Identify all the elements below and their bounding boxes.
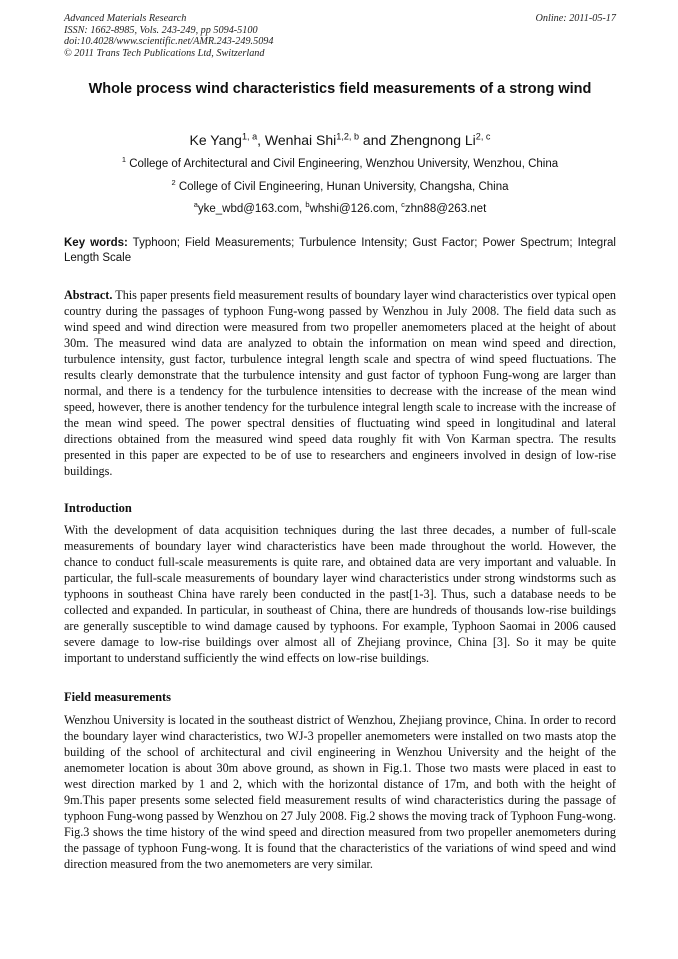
paper-title: Whole process wind characteristics field measurements of a strong wind <box>88 81 592 97</box>
affiliation-text: College of Civil Engineering, Hunan University, Changsha, China <box>178 181 509 193</box>
author-emails <box>64 202 616 216</box>
author-affiliation-mark: 1, a <box>241 131 258 142</box>
field-measurements-heading: Field measurements <box>64 690 172 704</box>
keywords-text: Typhoon; Field Measurements; Turbulence Intensity; Gust Factor; Power Spectrum; Integral Length Scale <box>64 237 616 264</box>
author-separator: , <box>257 132 265 148</box>
keywords-label: Key words: <box>64 237 128 249</box>
affiliation-2 <box>64 180 616 194</box>
email-mark: a <box>193 200 198 210</box>
author-name: Ke Yang <box>189 132 242 148</box>
introduction-heading: Introduction <box>64 501 132 515</box>
author-affiliation-mark: 2, c <box>475 131 491 142</box>
author-affiliation-mark: 1,2, b <box>336 131 360 142</box>
email-link[interactable]: whshi@126.com, <box>309 203 402 215</box>
abstract-text: This paper presents field measurement results of boundary layer wind characteristics over typical open country during the passages of typhoon Fung-wong passed by Wenzhou in July 2008. The field data such as wind speed and wind direction were measured from two propeller anemometers placed at the height of about 30m. The measured wind data are analyzed to obtain the information on mean wind speed and direction, turbulence intensity, gust factor, turbulence integral length scale and spectra of wind speed fluctuations. The results clearly demonstrate that the turbulence intensity and gust factor of typhoon Fung-wong are larger than normal, and there is a tendency for the turbulence intensities to decrease with the increase of the mean wind speed, however, there is another tendency for the turbulence integral length scale to increase with the increase of the mean wind speed. The power spectral densities of fluctuating wind speed in longitudinal and lateral directions obtained from the measured wind speed data roughly fit with Von Karman spectra. The results presented in this paper are expected to be of use to researchers and engineers involved in design of low-rise buildings. <box>64 288 616 478</box>
author-name: Zhengnong Li <box>390 132 476 148</box>
author-list <box>64 131 616 149</box>
author-name: Wenhai Shi <box>264 132 337 148</box>
abstract-label: Abstract. <box>64 288 113 302</box>
introduction-paragraph: With the development of data acquisition techniques during the last three decades, a number of full-scale measurements of boundary layer wind characteristics have been made throughout the world. However, the chance to conduct full-scale measurements is quite rare, and obtained data are very important and valuable. In particular, the full-scale measurements of boundary layer wind characteristics under strong windstorms such as typhoons in southeast China have rarely been conducted in the past[1-3]. Thus, such a database needs to be collected and expanded. In particular, in southeast of China, there are hundreds of thousands low-rise buildings are generally susceptible to wind damage caused by typhoons. For example, Typhoon Saomai in 2006 caused severe damage to low-rise buildings over almost all of Zhejiang province, China [3]. So it may be quite important to understand sufficiently the wind effects on low-rise buildings. <box>64 523 616 665</box>
affiliation-text: College of Architectural and Civil Engineering, Wenzhou University, Wenzhou, China <box>129 158 559 170</box>
author-separator: and <box>359 132 391 148</box>
doi-line: doi:10.4028/www.scientific.net/AMR.243-249.5094 <box>64 36 274 48</box>
issn-line: ISSN: 1662-8985, Vols. 243-249, pp 5094-5100 <box>64 24 258 36</box>
abstract-paragraph <box>64 287 616 479</box>
online-date: Online: 2011-05-17 <box>535 13 616 24</box>
affiliation-1 <box>64 157 616 171</box>
email-link[interactable]: yke_wbd@163.com, <box>197 203 306 215</box>
affiliation-mark: 2 <box>171 178 176 188</box>
keywords-paragraph <box>64 236 616 266</box>
journal-name: Advanced Materials Research <box>64 13 187 24</box>
email-link[interactable]: zhn88@263.net <box>404 203 487 215</box>
affiliation-mark: 1 <box>121 155 127 165</box>
email-mark: c <box>401 200 405 210</box>
field-measurements-paragraph: Wenzhou University is located in the southeast district of Wenzhou, Zhejiang province, China. In order to record the boundary layer wind characteristics, two WJ-3 propeller anemometers were installed on two masts atop the building of the school of architectural and civil engineering in Wenzhou University and the height of the anemometer location is about 30m above ground, as shown in Fig.1. Those two masts were placed in east to west direction marked by 1 and 2, which with the horizontal distance of 17m, and both with the height of 9m.This paper presents some selected field measurement results of wind characteristics during the passage of typhoon Fung-wong passed by Wenzhou on 27 July 2008. Fig.2 shows the moving track of Typhoon Fung-wong. Fig.3 shows the time history of the wind speed and direction measured from two propeller anemometers during the passage of typhoon Fung-wong. It is found that the characteristics of the variations of wind speed and wind direction measured from the two anemometers are very similar. <box>64 713 616 871</box>
journal-header <box>64 13 616 59</box>
email-mark: b <box>305 200 310 210</box>
copyright-line: © 2011 Trans Tech Publications Ltd, Switzerland <box>64 47 265 59</box>
